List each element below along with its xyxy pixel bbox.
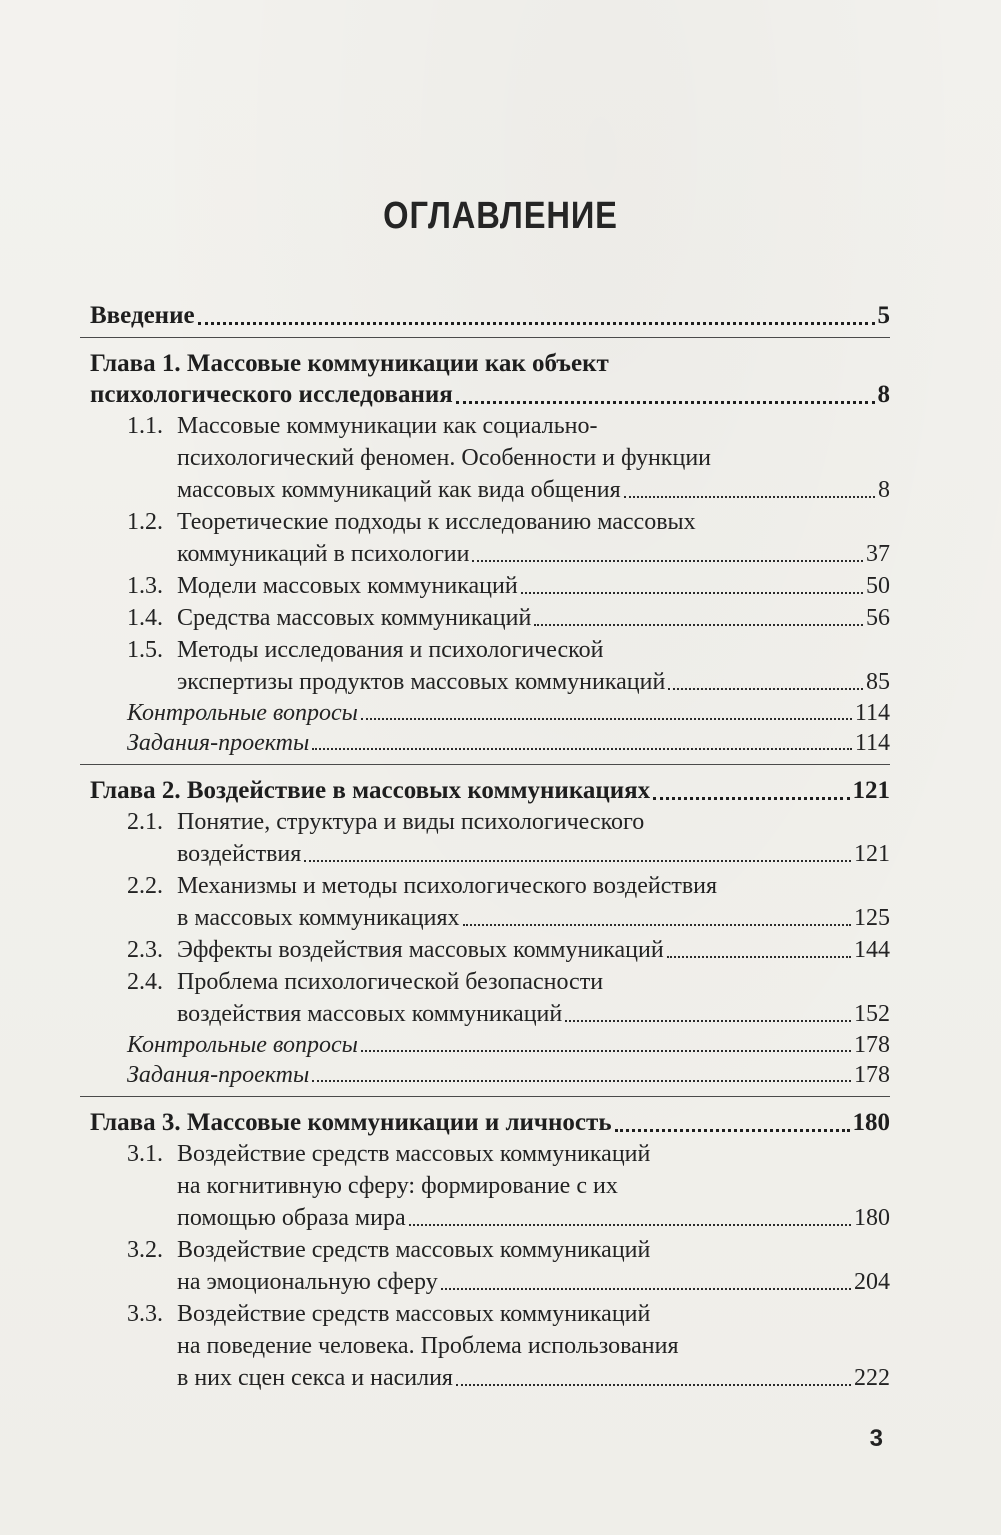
section-title-line: Массовые коммуникации как социально-: [177, 413, 598, 439]
dot-leader: [463, 924, 852, 926]
toc-entry-title: Контрольные вопросы: [127, 700, 358, 726]
section-number: 2.2.: [127, 873, 163, 899]
section-title-last-line: [177, 1362, 890, 1394]
toc-entry-page: 85: [866, 669, 890, 695]
toc-section: [90, 634, 890, 698]
dot-leader: [565, 1020, 851, 1022]
toc-entry-title: на эмоциональную сферу: [177, 1269, 438, 1295]
section-title-last-line: [177, 998, 890, 1030]
toc-entry-page: 56: [866, 605, 890, 631]
toc-entry-page: 180: [852, 1109, 890, 1136]
dot-leader: [312, 1080, 851, 1082]
toc-entry-page: 180: [854, 1205, 890, 1231]
section-number: 1.4.: [127, 605, 163, 631]
page-title: ОГЛАВЛЕНИЕ: [383, 195, 618, 237]
section-body: [177, 934, 890, 966]
section-title-line: психологический феномен. Особенности и функции: [177, 445, 711, 471]
toc-section: [90, 410, 890, 506]
dot-leader: [304, 860, 851, 862]
dot-leader: [361, 718, 852, 720]
toc-chapter: [90, 348, 890, 758]
toc-extra-entry: [90, 1030, 890, 1060]
dot-leader: [198, 322, 875, 325]
dot-leader: [409, 1224, 851, 1226]
toc-entry-page: 5: [877, 302, 890, 329]
section-number: 3.3.: [127, 1301, 163, 1327]
toc-entry-page: 152: [854, 1001, 890, 1027]
toc-entry-page: 121: [854, 841, 890, 867]
toc-entry-page: 121: [852, 777, 890, 804]
section-title-line: на поведение человека. Проблема использования: [177, 1333, 679, 1359]
toc-entry-page: 8: [878, 477, 890, 503]
toc-section: [90, 1138, 890, 1234]
toc-extra-entry: [90, 1060, 890, 1090]
chapter-title-last-line: [90, 775, 890, 806]
toc-entry-page: 125: [854, 905, 890, 931]
toc-entry-page: 114: [854, 700, 890, 726]
chapter-heading: [90, 775, 890, 806]
toc-entry-title: помощью образа мира: [177, 1205, 406, 1231]
section-body: [177, 410, 890, 506]
toc-section: [90, 506, 890, 570]
section-title-line: Воздействие средств массовых коммуникаций: [177, 1301, 651, 1327]
toc-entry-intro: [90, 300, 890, 331]
toc-entry-page: 8: [877, 381, 890, 408]
dot-leader: [615, 1129, 850, 1132]
toc-entry-page: 37: [866, 541, 890, 567]
toc-entry-title: массовых коммуникаций как вида общения: [177, 477, 621, 503]
section-title-line: Теоретические подходы к исследованию массовых: [177, 509, 696, 535]
section-title-line: Воздействие средств массовых коммуникаций: [177, 1141, 651, 1167]
section-title-line: на когнитивную сферу: формирование с их: [177, 1173, 618, 1199]
toc-section: [90, 602, 890, 634]
dot-leader: [667, 956, 851, 958]
toc-entry-title: воздействия массовых коммуникаций: [177, 1001, 563, 1027]
section-title-line: Проблема психологической безопасности: [177, 969, 604, 995]
toc-entry-title: Эффекты воздействия массовых коммуникаций: [177, 937, 664, 963]
divider: [80, 1096, 890, 1097]
chapter-heading: [90, 348, 890, 410]
section-number: 2.3.: [127, 937, 163, 963]
section-title-last-line: [177, 838, 890, 870]
toc-entry-page: 204: [854, 1269, 890, 1295]
toc-section: [90, 966, 890, 1030]
section-body: [177, 1298, 890, 1394]
toc-section: [90, 1298, 890, 1394]
toc-entry-title: воздействия: [177, 841, 302, 867]
dot-leader: [456, 401, 875, 404]
section-body: [177, 806, 890, 870]
toc-chapter: [90, 1107, 890, 1394]
dot-leader: [653, 797, 849, 800]
toc-entry-title: Задания-проекты: [127, 730, 310, 756]
toc-entry-title: Введение: [90, 302, 195, 329]
dot-leader: [668, 688, 863, 690]
toc-entry-title: в них сцен секса и насилия: [177, 1365, 453, 1391]
section-body: [177, 966, 890, 1030]
section-title-last-line: [177, 570, 890, 602]
toc-entry-page: 178: [854, 1062, 890, 1088]
section-body: [177, 602, 890, 634]
dot-leader: [534, 624, 863, 626]
toc-entry-title: Средства массовых коммуникаций: [177, 605, 532, 631]
page-number: 3: [869, 1425, 883, 1452]
section-number: 3.2.: [127, 1237, 163, 1263]
toc-extra-entry: [90, 728, 890, 758]
section-number: 1.1.: [127, 413, 163, 439]
section-number: 2.1.: [127, 809, 163, 835]
section-body: [177, 870, 890, 934]
section-title-last-line: [177, 902, 890, 934]
toc-entry-title: Модели массовых коммуникаций: [177, 573, 518, 599]
section-body: [177, 570, 890, 602]
dot-leader: [441, 1288, 851, 1290]
toc-entry-page: 222: [854, 1365, 890, 1391]
section-title-last-line: [177, 1202, 890, 1234]
table-of-contents: [90, 300, 890, 1394]
toc-entry-page: 178: [854, 1032, 890, 1058]
divider: [80, 764, 890, 765]
chapter-title-last-line: [90, 1107, 890, 1138]
section-number: 1.3.: [127, 573, 163, 599]
section-title-last-line: [177, 666, 890, 698]
toc-section: [90, 806, 890, 870]
section-body: [177, 506, 890, 570]
section-number: 1.5.: [127, 637, 163, 663]
toc-section: [90, 570, 890, 602]
section-title-line: Понятие, структура и виды психологического: [177, 809, 645, 835]
section-title-last-line: [177, 934, 890, 966]
section-number: 2.4.: [127, 969, 163, 995]
toc-entry-title: экспертизы продуктов массовых коммуникаций: [177, 669, 666, 695]
toc-entry-title: психологического исследования: [90, 381, 453, 408]
toc-section: [90, 934, 890, 966]
section-number: 1.2.: [127, 509, 163, 535]
toc-entry-title: в массовых коммуникациях: [177, 905, 460, 931]
divider: [80, 337, 890, 338]
dot-leader: [456, 1384, 851, 1386]
toc-entry-page: 50: [866, 573, 890, 599]
toc-section: [90, 1234, 890, 1298]
dot-leader: [361, 1050, 851, 1052]
toc-section: [90, 870, 890, 934]
dot-leader: [472, 560, 863, 562]
toc-entry-title: Контрольные вопросы: [127, 1032, 358, 1058]
section-number: 3.1.: [127, 1141, 163, 1167]
section-title-last-line: [177, 602, 890, 634]
section-body: [177, 634, 890, 698]
toc-chapter: [90, 775, 890, 1090]
dot-leader: [521, 592, 863, 594]
section-title-last-line: [177, 474, 890, 506]
section-title-last-line: [177, 538, 890, 570]
dot-leader: [624, 496, 875, 498]
toc-entry-page: 144: [854, 937, 890, 963]
toc-entry-title: Глава 3. Массовые коммуникации и личность: [90, 1109, 612, 1136]
dot-leader: [312, 748, 852, 750]
toc-entry-page: 114: [854, 730, 890, 756]
section-title-line: Воздействие средств массовых коммуникаций: [177, 1237, 651, 1263]
toc-extra-entry: [90, 698, 890, 728]
toc-entry-title: коммуникаций в психологии: [177, 541, 470, 567]
chapter-heading: [90, 1107, 890, 1138]
chapter-title-line: Глава 1. Массовые коммуникации как объект: [90, 350, 609, 377]
section-title-line: Механизмы и методы психологического воздействия: [177, 873, 718, 899]
section-title-line: Методы исследования и психологической: [177, 637, 604, 663]
toc-entry-title: Задания-проекты: [127, 1062, 310, 1088]
chapter-title-last-line: [90, 379, 890, 410]
toc-entry-title: Глава 2. Воздействие в массовых коммуникациях: [90, 777, 651, 804]
section-body: [177, 1234, 890, 1298]
section-body: [177, 1138, 890, 1234]
section-title-last-line: [177, 1266, 890, 1298]
